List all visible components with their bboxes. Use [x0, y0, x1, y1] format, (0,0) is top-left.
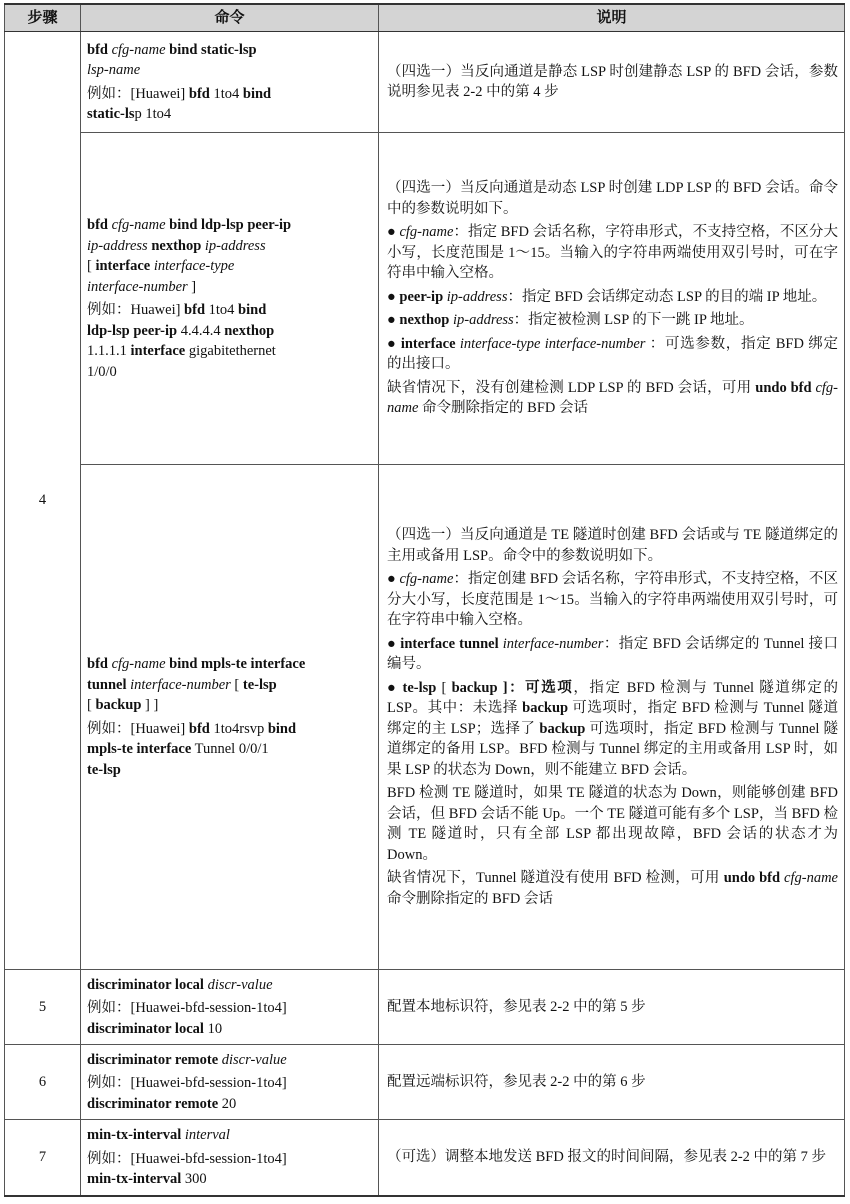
description-cell [379, 1120, 845, 1196]
text-run: cfg-name [111, 656, 166, 672]
text-run: 例如：[Huawei] [87, 85, 189, 102]
header-step: 步骤 [5, 4, 81, 32]
text-run: （四选一）当反向通道是静态 LSP 时创建静态 LSP 的 BFD 会话，参数说明参见表 2-2 中的第 4 步 [387, 63, 838, 100]
text-run: bfd [184, 302, 206, 318]
text-run: （可选）调整本地发送 BFD 报文的时间间隔，参见表 2-2 中的第 7 步 [387, 1149, 827, 1165]
description-paragraph [387, 310, 838, 331]
text-run: nexthop [399, 312, 450, 329]
description-paragraph [387, 634, 838, 675]
text-run: 可选项时，指定 BFD 检测与 Tunnel 隧道绑定的备用 LSP。BFD 检测与 Tunnel 绑定的主用或备用 LSP 时，如果 LSP 的状态为 Down，则不能建立 BFD 会话。 [387, 720, 838, 778]
description-paragraph [387, 287, 838, 308]
text-run: 1.1.1.1 [87, 343, 131, 359]
table-row [5, 32, 845, 133]
description-cell [379, 970, 845, 1045]
text-run: （四选一）当反向通道是 TE 隧道时创建 BFD 会话或与 TE 隧道绑定的主用或备用 LSP。命令中的参数说明如下。 [387, 527, 838, 564]
table-row [5, 133, 845, 465]
text-run: ● [387, 571, 400, 587]
text-run: 配置本地标识符，参见表 2-2 中的第 5 步 [387, 998, 646, 1015]
text-run: cfg-name [111, 217, 166, 233]
text-run: interface tunnel [400, 635, 499, 652]
text-run: backup [539, 720, 586, 737]
description-paragraph [387, 178, 838, 219]
text-run: backup [95, 697, 142, 713]
description-paragraph [387, 678, 838, 781]
text-run: bind static-lsp [165, 41, 257, 58]
text-run: nexthop [224, 322, 275, 339]
description-paragraph [387, 569, 838, 631]
text-run: bind [238, 302, 267, 318]
text-run: Tunnel 0/0/1 [191, 741, 269, 757]
command-cell [81, 133, 379, 465]
table-row [5, 1045, 845, 1120]
description-paragraph [387, 868, 838, 909]
text-run: 10 [203, 1020, 223, 1037]
description-paragraph [387, 525, 838, 566]
text-run: bfd [87, 217, 108, 233]
text-run: ] ] [141, 697, 159, 713]
text-run: nexthop [147, 237, 205, 254]
text-run: undo bfd [755, 379, 812, 396]
text-run: discr-value [207, 976, 273, 993]
step-number: 6 [5, 1045, 81, 1120]
text-run: min-tx-interval [87, 1127, 182, 1143]
text-run: bfd [87, 41, 108, 58]
text-run: ]：可选项 [497, 679, 574, 696]
text-run: 例如：[Huawei] [87, 720, 189, 737]
text-run: 缺省情况下，没有创建检测 LDP LSP 的 BFD 会话，可用 [387, 379, 756, 396]
text-run: ：指定 BFD 会话名称，字符串形式，不支持空格，不区分大小写，长度范围是 1～15。当输入的字符串两端使用双引号时，可在字符串中输入空格。 [387, 224, 838, 282]
table-row [5, 970, 845, 1045]
text-run: ● [387, 679, 403, 696]
text-run: cfg-name [399, 571, 454, 587]
description-paragraph [387, 62, 838, 103]
text-run: ip-address [87, 237, 148, 254]
description-paragraph [387, 378, 838, 419]
text-run: 例如：Huawei] [87, 302, 185, 318]
text-run: 1/0/0 [87, 363, 117, 380]
text-run: min-tx-interval [87, 1171, 182, 1187]
text-run: bfd [188, 85, 210, 102]
command-example [87, 84, 372, 125]
description-cell [379, 1045, 845, 1120]
text-run: discr-value [221, 1051, 287, 1068]
text-run: ● [387, 635, 401, 652]
text-run: ：指定 BFD 会话绑定的 Tunnel 接口编号。 [387, 635, 838, 672]
text-run: ● [387, 224, 400, 241]
text-run: gigabitethernet [185, 343, 276, 359]
text-run: 1to4rsvp [209, 720, 268, 737]
text-run: interface-number [502, 635, 604, 652]
text-run: [ [230, 676, 243, 693]
command-example [87, 300, 372, 382]
text-run: discriminator remote [87, 1051, 219, 1068]
description-cell [379, 32, 845, 133]
description-paragraph [387, 997, 838, 1018]
description-paragraph [387, 783, 838, 865]
command-cell [81, 32, 379, 133]
text-run: interface-number [130, 676, 231, 693]
table-row [5, 465, 845, 970]
text-run: interface [400, 335, 456, 352]
command-syntax [87, 215, 372, 297]
text-run: interface-type [153, 258, 235, 274]
text-run: 命令删除指定的 BFD 会话 [387, 890, 553, 907]
text-run: 配置远端标识符，参见表 2-2 中的第 6 步 [387, 1073, 646, 1090]
command-syntax [87, 40, 372, 81]
text-run: te-lsp [87, 761, 121, 778]
description-paragraph [387, 222, 838, 284]
text-run: ：指定 BFD 会话绑定动态 LSP 的目的端 IP 地址。 [507, 288, 827, 305]
text-run: bind ldp-lsp peer-ip [165, 217, 292, 233]
command-cell [81, 465, 379, 970]
description-paragraph [387, 1147, 838, 1168]
command-syntax [87, 1125, 372, 1146]
text-run: ip-address [204, 237, 266, 254]
text-run: 例如：[Huawei-bfd-session-1to4] [87, 1150, 287, 1167]
text-run: ● [387, 335, 401, 352]
description-cell [379, 133, 845, 465]
step-number: 4 [5, 32, 81, 970]
text-run: 缺省情况下，Tunnel 隧道没有使用 BFD 检测，可用 [387, 870, 724, 886]
text-run: [ [436, 679, 452, 696]
command-example [87, 998, 372, 1039]
text-run: cfg-name [111, 41, 166, 58]
text-run: ：可选参数，指定 BFD 绑定的出接口。 [387, 335, 838, 373]
text-run: te-lsp [242, 676, 277, 693]
text-run: ● [387, 288, 400, 305]
text-run: 300 [181, 1171, 207, 1187]
header-row [5, 4, 845, 32]
command-syntax [87, 654, 372, 716]
text-run: static-ls [87, 106, 135, 122]
text-run: discriminator local [87, 976, 204, 993]
step-number: 5 [5, 970, 81, 1045]
command-example [87, 1149, 372, 1190]
description-cell [379, 465, 845, 970]
text-run: 1to4 [205, 302, 239, 318]
text-run: peer-ip [399, 288, 444, 305]
step-number: 7 [5, 1120, 81, 1196]
text-run: mpls-te interface [87, 741, 192, 757]
command-syntax [87, 1050, 372, 1071]
text-run: discriminator remote [87, 1095, 219, 1112]
text-run: ，指定 BFD 检测与 Tunnel 隧道绑定的 LSP。其中：未选择 [387, 679, 838, 716]
text-run: [ [87, 697, 96, 713]
text-run: cfg-name [387, 379, 839, 417]
text-run: bind [242, 85, 272, 102]
text-run: 例如：[Huawei-bfd-session-1to4] [87, 1000, 287, 1017]
text-run: 可选项时，指定 BFD 检测与 Tunnel 隧道绑定的主 LSP；选择了 [387, 700, 838, 737]
text-run: ：指定创建 BFD 会话名称，字符串形式，不支持空格，不区分大小写，长度范围是 1～15。当输入的字符串两端使用双引号时，可在字符串中输入空格。 [387, 571, 838, 628]
text-run: ● [387, 312, 400, 329]
text-run: interval [184, 1127, 230, 1143]
text-run: bind [267, 720, 297, 737]
text-run: 命令删除指定的 BFD 会话 [418, 400, 589, 417]
text-run: （四选一）当反向通道是动态 LSP 时创建 LDP LSP 的 BFD 会话。命令中的参数说明如下。 [387, 180, 838, 217]
text-run: cfg-name [399, 224, 454, 241]
text-run: discriminator local [87, 1020, 204, 1037]
text-run: ：指定被检测 LSP 的下一跳 IP 地址。 [513, 312, 754, 329]
text-run: backup [451, 679, 498, 696]
command-cell [81, 1045, 379, 1120]
text-run: BFD 检测 TE 隧道时，如果 TE 隧道的状态为 Down，则能够创建 BFD 会话，但 BFD 会话不能 Up。一个 TE 隧道可能有多个 LSP，当 BFD 检测 TE 隧道时，只有全部 LSP 都出现故障，BFD 会话的状态才为 Down。 [387, 785, 838, 863]
text-run: p 1to4 [134, 106, 172, 122]
text-run: undo bfd [723, 870, 781, 886]
text-run: interface-type interface-number [459, 335, 646, 352]
header-command: 命令 [81, 4, 379, 32]
text-run: interface [95, 258, 151, 274]
command-cell [81, 1120, 379, 1196]
text-run: 例如：[Huawei-bfd-session-1to4] [87, 1075, 287, 1092]
text-run: interface [130, 343, 186, 359]
command-table [4, 3, 845, 1197]
command-cell [81, 970, 379, 1045]
text-run: cfg-name [784, 870, 838, 886]
text-run: te-lsp [402, 679, 437, 696]
text-run: interface-number [87, 278, 188, 295]
text-run: bfd [188, 720, 210, 737]
text-run: 20 [218, 1095, 237, 1112]
text-run: ldp-lsp peer-ip [87, 322, 178, 339]
text-run: bind mpls-te interface [165, 656, 306, 672]
text-run: ip-address [452, 312, 514, 329]
text-run: 4.4.4.4 [177, 322, 225, 339]
text-run: 1to4 [209, 85, 243, 102]
header-description: 说明 [379, 4, 845, 32]
command-example [87, 1073, 372, 1114]
text-run: ] [187, 278, 197, 295]
text-run: tunnel [87, 676, 127, 693]
description-paragraph [387, 334, 838, 375]
text-run: [ [87, 258, 96, 274]
table-row [5, 1120, 845, 1196]
command-example [87, 719, 372, 781]
text-run: lsp-name [87, 62, 141, 78]
text-run: bfd [87, 656, 108, 672]
text-run: backup [522, 700, 569, 716]
text-run: ip-address [446, 288, 508, 305]
description-paragraph [387, 1072, 838, 1093]
command-syntax [87, 975, 372, 996]
